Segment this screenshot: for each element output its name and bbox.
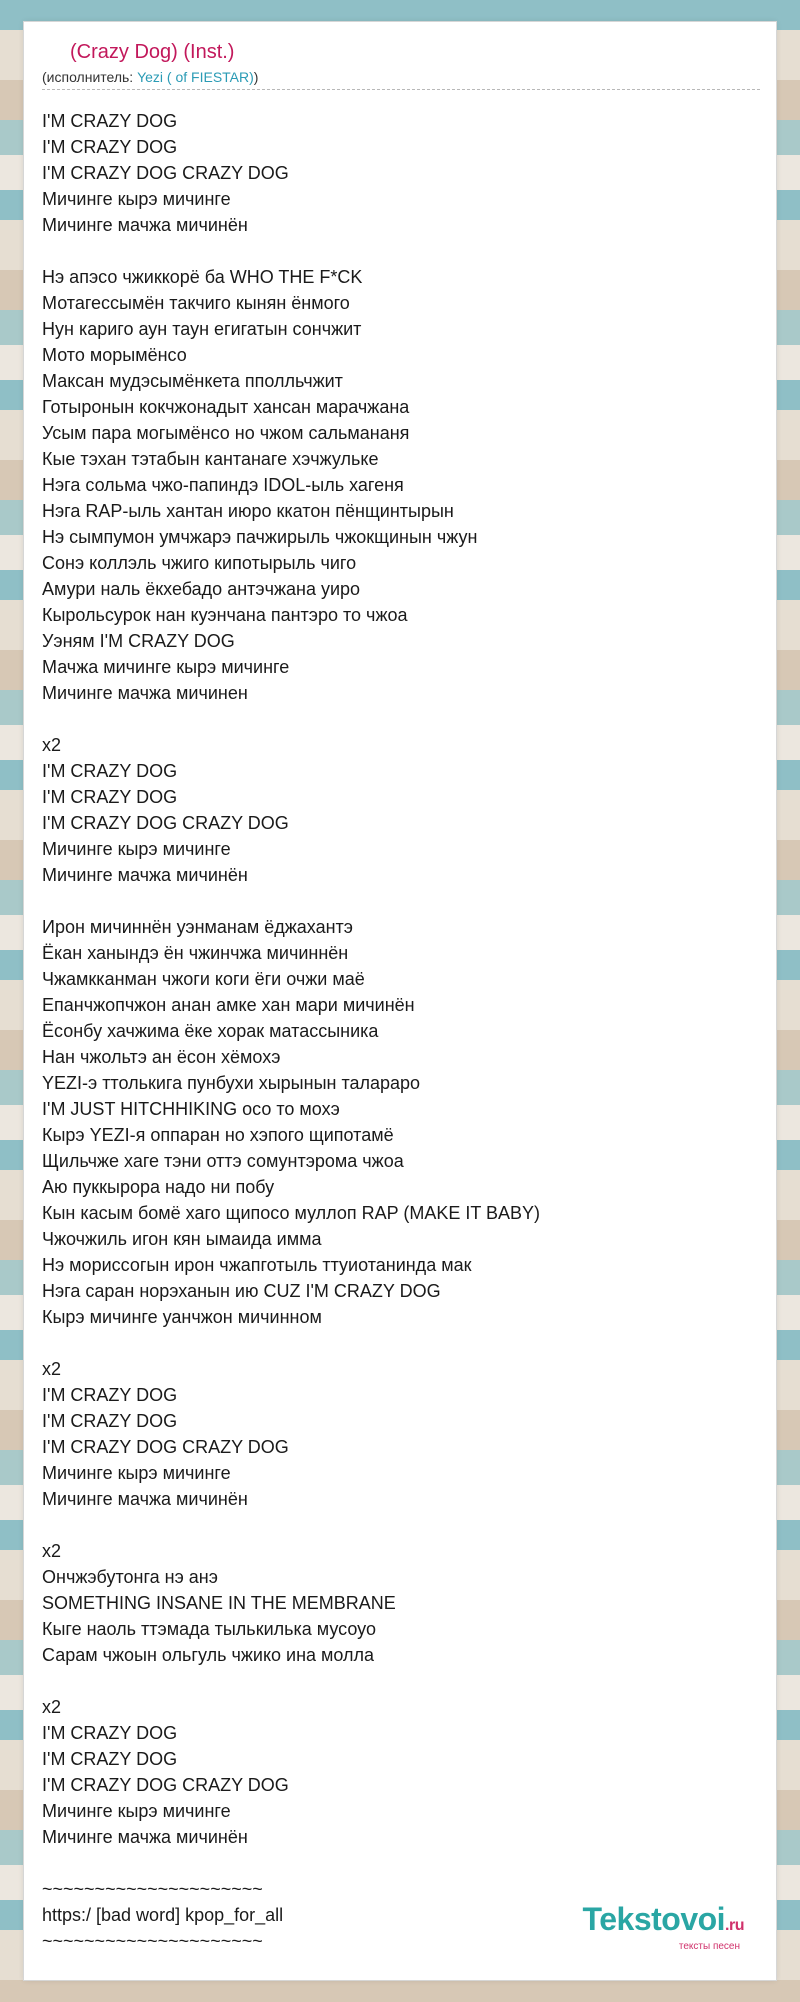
song-title: (Crazy Dog) (Inst.): [70, 41, 235, 63]
lyric-line: Мичинге кырэ мичинге: [42, 1463, 231, 1483]
artist-line: [42, 68, 760, 90]
lyric-line: I'M JUST HITCHHIKING осо то мохэ: [42, 1099, 340, 1119]
lyric-blank-line: [42, 1850, 760, 1876]
song-header: [42, 40, 760, 90]
lyric-line: Мичинге кырэ мичинге: [42, 189, 231, 209]
lyric-blank-line: [42, 1668, 760, 1694]
lyric-line: I'M CRAZY DOG: [42, 137, 178, 157]
lyric-line: Кырольсурок нан куэнчана пантэро то чжоа: [42, 605, 408, 625]
lyric-line: x2: [42, 1697, 62, 1717]
lyric-line: Мичинге мачжа мичинён: [42, 215, 248, 235]
lyric-line: Чжамкканман чжоги коги ёги очжи маё: [42, 969, 365, 989]
lyric-line: I'M CRAZY DOG: [42, 1385, 178, 1405]
lyric-line: Чжочжиль игон кян ымаида имма: [42, 1229, 322, 1249]
lyric-line: I'M CRAZY DOG: [42, 1411, 178, 1431]
lyric-line: I'M CRAZY DOG CRAZY DOG: [42, 813, 289, 833]
lyric-line: ~~~~~~~~~~~~~~~~~~~~~: [42, 1879, 263, 1899]
lyric-line: I'M CRAZY DOG: [42, 761, 178, 781]
lyric-line: Мотагессымён такчиго кынян ёнмого: [42, 293, 350, 313]
lyric-blank-line: [42, 706, 760, 732]
lyric-line: SOMETHING INSANE IN THE MEMBRANE: [42, 1593, 396, 1613]
lyric-line: Мичинге мачжа мичинён: [42, 1489, 248, 1509]
lyric-line: YEZI-э ттолькига пунбухи хырынын талараро: [42, 1073, 421, 1093]
lyric-blank-line: [42, 888, 760, 914]
lyric-line: Нун кариго аун таун егигатын сончжит: [42, 319, 362, 339]
lyric-line: Мичинге кырэ мичинге: [42, 1801, 231, 1821]
lyric-line: Ончжэбутонга нэ анэ: [42, 1567, 218, 1587]
lyric-line: Ёсонбу хачжима ёке хорак матассыника: [42, 1021, 379, 1041]
lyric-blank-line: [42, 238, 760, 264]
lyric-line: x2: [42, 1359, 62, 1379]
lyric-line: Нэ мориссогын ирон чжапготыль ттуиотанинда мак: [42, 1255, 472, 1275]
lyric-line: Мичинге мачжа мичинён: [42, 865, 248, 885]
lyric-line: I'M CRAZY DOG: [42, 1749, 178, 1769]
lyrics-text: [42, 108, 760, 1954]
lyric-line: Кырэ мичинге уанчжон мичинном: [42, 1307, 322, 1327]
lyric-line: Кын касым бомё хаго щипосо муллоп RAP (MAKE IT BABY): [42, 1203, 541, 1223]
lyric-line: Сонэ коллэль чжиго кипотырыль чиго: [42, 553, 357, 573]
lyric-line: I'M CRAZY DOG: [42, 111, 178, 131]
artist-link[interactable]: Yezi ( of FIESTAR): [137, 69, 254, 85]
lyric-line: I'M CRAZY DOG: [42, 1723, 178, 1743]
lyric-line: Нэ апэсо чжиккорё ба WHO THE F*CK: [42, 267, 363, 287]
lyric-line: x2: [42, 1541, 62, 1561]
lyric-line: Аю пуккырора надо ни побу: [42, 1177, 275, 1197]
lyric-line: Нэга саран норэханын ию CUZ I'M CRAZY DOG: [42, 1281, 441, 1301]
lyric-line: Ирон мичиннён уэнманам ёджахантэ: [42, 917, 353, 937]
lyric-line: Кыге наоль ттэмада тылькилька мусоуо: [42, 1619, 376, 1639]
lyric-line: I'M CRAZY DOG: [42, 787, 178, 807]
lyric-line: I'M CRAZY DOG CRAZY DOG: [42, 1437, 289, 1457]
lyric-line: Максан мудэсымёнкета пполльчжит: [42, 371, 343, 391]
lyric-line: Ёкан ханындэ ён чжинчжа мичиннён: [42, 943, 349, 963]
lyric-line: Амури наль ёкхебадо антэчжана уиро: [42, 579, 361, 599]
lyric-line: ~~~~~~~~~~~~~~~~~~~~~: [42, 1931, 263, 1951]
lyric-line: Кые тэхан тэтабын кантанаге хэчжульке: [42, 449, 379, 469]
lyric-line: Нэга сольма чжо-папиндэ IDOL-ыль хагеня: [42, 475, 404, 495]
logo-name: Tekstovoi: [582, 1901, 726, 1937]
lyric-line: Мичинге мачжа мичинен: [42, 683, 248, 703]
logo-wordmark: [583, 1902, 744, 1943]
lyric-line: Усым пара могымёнсо но чжом сальмананя: [42, 423, 410, 443]
lyric-line: Уэням I'M CRAZY DOG: [42, 631, 235, 651]
artist-prefix: (исполнитель:: [42, 69, 138, 85]
lyric-line: Сарам чжоын ольгуль чжико ина молла: [42, 1645, 375, 1665]
lyric-line: Нан чжольтэ ан ёсон хёмохэ: [42, 1047, 281, 1067]
lyric-line: I'M CRAZY DOG CRAZY DOG: [42, 1775, 289, 1795]
lyric-line: x2: [42, 735, 62, 755]
lyric-line: https:/ [bad word] kpop_for_all: [42, 1905, 284, 1925]
lyric-line: Епанчжопчжон анан амке хан мари мичинён: [42, 995, 415, 1015]
logo-tagline: тексты песен: [678, 1941, 740, 1952]
lyrics-card: [24, 22, 776, 1980]
lyric-line: Кырэ YEZI-я оппаран но хэпого щипотамё: [42, 1125, 394, 1145]
lyric-line: Готыронын кокчжонадыт хансан марачжана: [42, 397, 410, 417]
lyric-line: Мичинге кырэ мичинге: [42, 839, 231, 859]
lyric-line: Нэ сымпумон умчжарэ пачжирыль чжокщинын чжун: [42, 527, 478, 547]
logo-tld: .ru: [725, 1917, 744, 1934]
lyric-line: Мичинге мачжа мичинён: [42, 1827, 248, 1847]
artist-suffix: ): [253, 69, 259, 85]
lyric-blank-line: [42, 1330, 760, 1356]
lyric-blank-line: [42, 1512, 760, 1538]
lyric-line: Мачжа мичинге кырэ мичинге: [42, 657, 290, 677]
lyric-line: Мото морымёнсо: [42, 345, 187, 365]
site-logo[interactable]: [583, 1902, 744, 1952]
lyric-line: Щильчже хаге тэни оттэ сомунтэрома чжоа: [42, 1151, 404, 1171]
lyric-line: Нэга RAP-ыль хантан июро ккатон пёнщинтырын: [42, 501, 454, 521]
lyric-line: I'M CRAZY DOG CRAZY DOG: [42, 163, 289, 183]
